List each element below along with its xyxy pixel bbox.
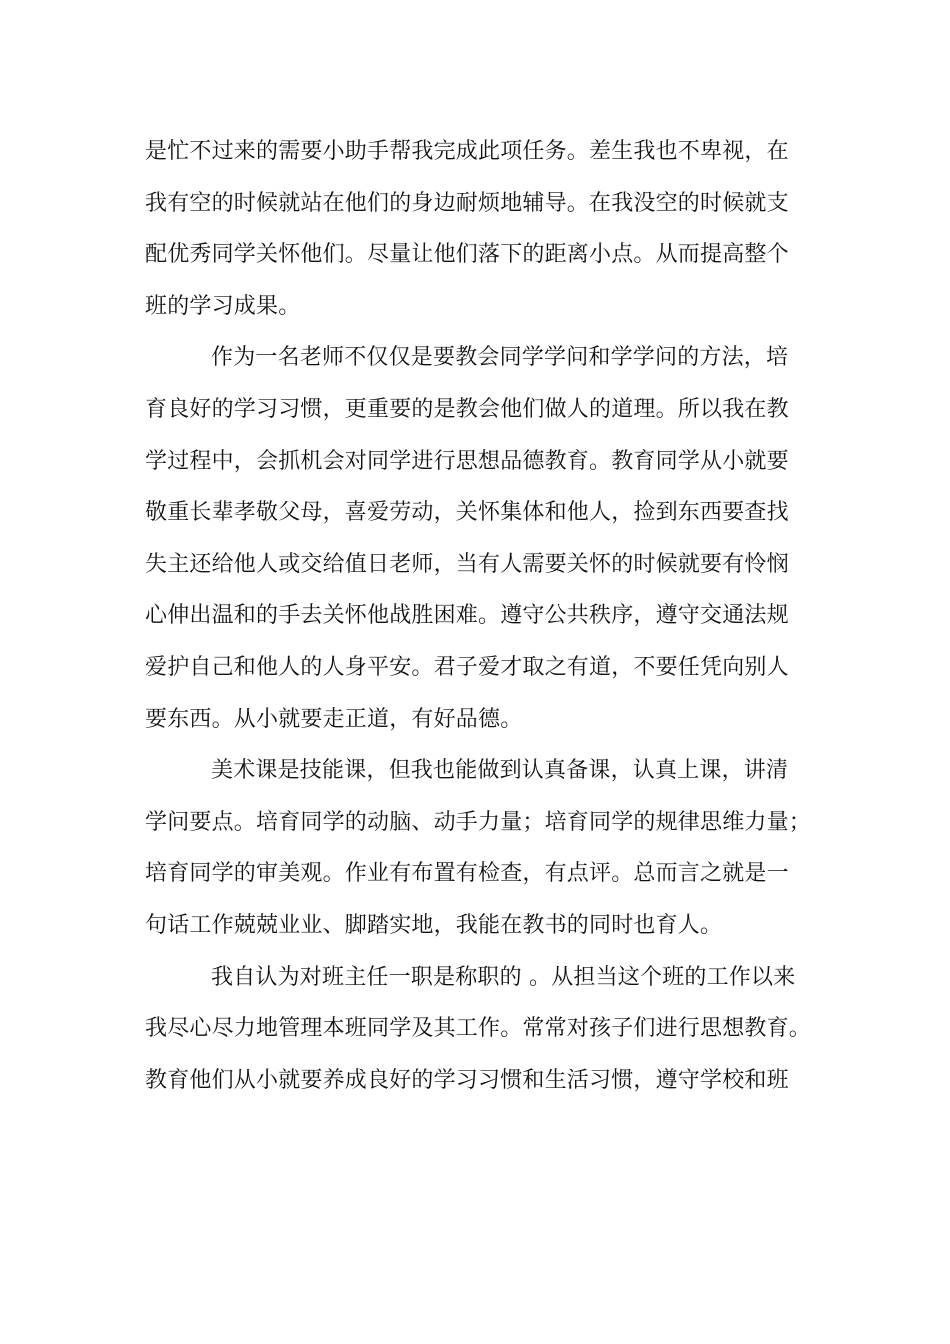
text-line: 配优秀同学关怀他们。尽量让他们落下的距离小点。从而提高整个: [145, 242, 789, 268]
text-line: 失主还给他人或交给值日老师，当有人需要关怀的时候就要有怜悯: [145, 551, 789, 577]
paragraph-first-line: 我自认为对班主任一职是称职的 。从担当这个班的工作以来: [211, 964, 796, 990]
text-line: 班的学习成果。: [145, 293, 301, 319]
text-line: 爱护自己和他人的人身平安。君子爱才取之有道，不要任凭向别人: [145, 654, 789, 680]
text-line: 心伸出温和的手去关怀他战胜困难。遵守公共秩序，遵守交通法规: [145, 603, 789, 629]
text-line: 我尽心尽力地管理本班同学及其工作。常常对孩子们进行思想教育。: [145, 1016, 812, 1042]
body-text: [145, 132, 815, 1112]
text-line: 是忙不过来的需要小助手帮我完成此项任务。差生我也不卑视，在: [145, 139, 789, 164]
paragraph-first-line: 作为一名老师不仅仅是要教会同学学问和学学问的方法，培: [211, 345, 789, 371]
text-line: 育良好的学习习惯，更重要的是教会他们做人的道理。所以我在教: [145, 396, 789, 422]
text-line: 培育同学的审美观。作业有布置有检查，有点评。总而言之就是一: [145, 861, 789, 887]
paragraph-first-line: 美术课是技能课，但我也能做到认真备课，认真上课，讲清: [211, 758, 789, 784]
text-line: 敬重长辈孝敬父母，喜爱劳动，关怀集体和他人，捡到东西要查找: [145, 500, 789, 526]
text-line: 学问要点。培育同学的动脑、动手力量；培育同学的规律思维力量；: [145, 809, 812, 835]
text-line: 要东西。从小就要走正道，有好品德。: [145, 706, 523, 732]
text-line: 学过程中，会抓机会对同学进行思想品德教育。教育同学从小就要: [145, 448, 789, 474]
text-line: 句话工作兢兢业业、脚踏实地，我能在教书的同时也育人。: [145, 912, 723, 938]
text-line: 我有空的时候就站在他们的身边耐烦地辅导。在我没空的时候就支: [145, 190, 789, 216]
text-line: 教育他们从小就要养成良好的学习习惯和生活习惯，遵守学校和班: [145, 1067, 789, 1093]
